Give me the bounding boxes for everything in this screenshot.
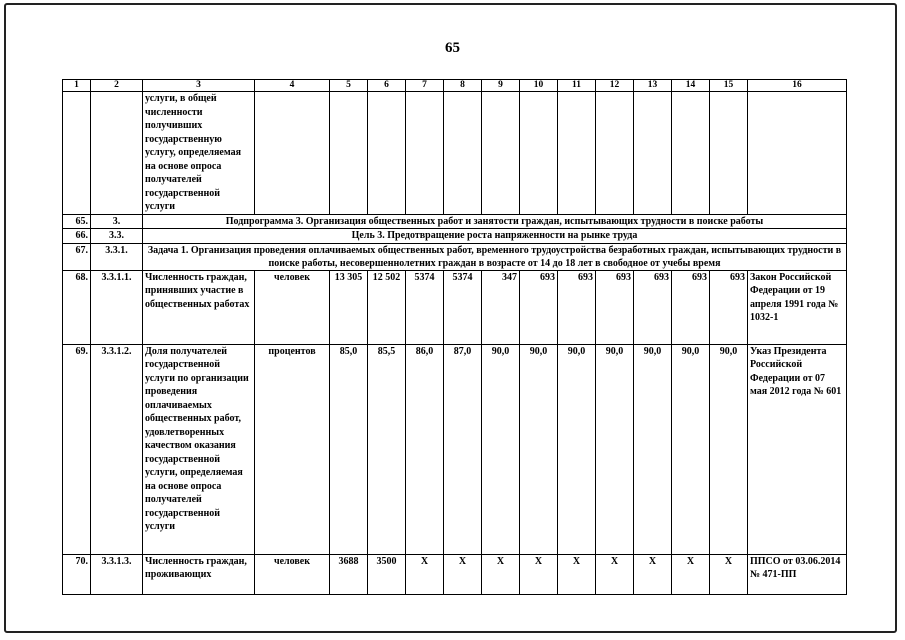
- task-title: Задача 1. Организация проведения оплачиваемых общественных работ, временного трудоустройства безработных граждан, испытывающих трудности в поиске работы, несовершеннолетних граждан в возрасте от 14 до 18 лет в свободное от учебы время: [143, 243, 847, 270]
- value-cell: X: [672, 554, 710, 594]
- value-cell: 3688: [330, 554, 368, 594]
- row-number: 68.: [63, 270, 91, 344]
- row-code: 3.3.1.1.: [91, 270, 143, 344]
- column-header: 5: [330, 80, 368, 92]
- column-header: 15: [710, 80, 748, 92]
- cell: [748, 92, 847, 215]
- cell: [444, 92, 482, 215]
- value-cell: 90,0: [710, 344, 748, 554]
- table-row: [63, 344, 847, 554]
- value-cell: 87,0: [444, 344, 482, 554]
- column-number-row: [63, 80, 847, 92]
- cell: [672, 92, 710, 215]
- value-cell: 3500: [368, 554, 406, 594]
- cell: [406, 92, 444, 215]
- value-cell: 693: [558, 270, 596, 344]
- value-cell: 90,0: [520, 344, 558, 554]
- value-cell: X: [520, 554, 558, 594]
- cell: [520, 92, 558, 215]
- column-header: 12: [596, 80, 634, 92]
- indicator-name: Численность граждан, принявших участие в общественных работах: [143, 270, 255, 344]
- value-cell: 86,0: [406, 344, 444, 554]
- value-cell: 90,0: [558, 344, 596, 554]
- unit: процентов: [255, 344, 330, 554]
- column-header: 7: [406, 80, 444, 92]
- value-cell: X: [596, 554, 634, 594]
- value-cell: X: [482, 554, 520, 594]
- value-cell: X: [710, 554, 748, 594]
- value-cell: 90,0: [482, 344, 520, 554]
- indicator-name: Численность граждан, проживающих: [143, 554, 255, 594]
- row-number: 66.: [63, 229, 91, 244]
- cell: [710, 92, 748, 215]
- continuation-row: [63, 92, 847, 215]
- cell: [255, 92, 330, 215]
- indicator-name: услуги, в общей численности получивших государственную услугу, определяемая на основе опроса получателей государственной услуги: [143, 92, 255, 215]
- column-header: 13: [634, 80, 672, 92]
- cell: [634, 92, 672, 215]
- section-row: [63, 229, 847, 244]
- unit: человек: [255, 554, 330, 594]
- unit: человек: [255, 270, 330, 344]
- row-number: 65.: [63, 214, 91, 229]
- column-header: 14: [672, 80, 710, 92]
- value-cell: 85,5: [368, 344, 406, 554]
- column-header: 9: [482, 80, 520, 92]
- column-header: 16: [748, 80, 847, 92]
- cell: [330, 92, 368, 215]
- row-code: 3.: [91, 214, 143, 229]
- row-number: 67.: [63, 243, 91, 270]
- column-header: 11: [558, 80, 596, 92]
- table-row: [63, 270, 847, 344]
- value-cell: 693: [634, 270, 672, 344]
- row-code: 3.3.1.3.: [91, 554, 143, 594]
- row-code: 3.3.: [91, 229, 143, 244]
- value-cell: 13 305: [330, 270, 368, 344]
- value-cell: 85,0: [330, 344, 368, 554]
- section-row: [63, 214, 847, 229]
- cell: [596, 92, 634, 215]
- cell: [63, 92, 91, 215]
- page-number: 65: [445, 40, 460, 56]
- cell: [368, 92, 406, 215]
- column-header: 4: [255, 80, 330, 92]
- cell: [482, 92, 520, 215]
- subprogram-title: Подпрограмма 3. Организация общественных работ и занятости граждан, испытывающих трудности в поиске работы: [143, 214, 847, 229]
- value-cell: 90,0: [596, 344, 634, 554]
- section-row: [63, 243, 847, 270]
- legal-basis: Указ Президента Российской Федерации от 07 мая 2012 года № 601: [748, 344, 847, 554]
- indicator-name: Доля получателей государственной услуги по организации проведения оплачиваемых общественных работ, удовлетворенных качеством оказания государственной услуги, определяемая на основе опроса получателей государственной услуги: [143, 344, 255, 554]
- column-header: 8: [444, 80, 482, 92]
- legal-basis: Закон Российской Федерации от 19 апреля 1991 года № 1032-1: [748, 270, 847, 344]
- value-cell: X: [558, 554, 596, 594]
- value-cell: 347: [482, 270, 520, 344]
- row-number: 70.: [63, 554, 91, 594]
- cell: [558, 92, 596, 215]
- value-cell: 12 502: [368, 270, 406, 344]
- value-cell: 5374: [444, 270, 482, 344]
- goal-title: Цель 3. Предотвращение роста напряженности на рынке труда: [143, 229, 847, 244]
- value-cell: X: [444, 554, 482, 594]
- value-cell: 693: [710, 270, 748, 344]
- column-header: 1: [63, 80, 91, 92]
- value-cell: X: [406, 554, 444, 594]
- value-cell: 90,0: [672, 344, 710, 554]
- row-code: 3.3.1.2.: [91, 344, 143, 554]
- value-cell: 693: [596, 270, 634, 344]
- column-header: 3: [143, 80, 255, 92]
- table-row: [63, 554, 847, 594]
- value-cell: X: [634, 554, 672, 594]
- row-code: 3.3.1.: [91, 243, 143, 270]
- row-number: 69.: [63, 344, 91, 554]
- value-cell: 693: [520, 270, 558, 344]
- legal-basis: ППСО от 03.06.2014 № 471-ПП: [748, 554, 847, 594]
- value-cell: 693: [672, 270, 710, 344]
- column-header: 2: [91, 80, 143, 92]
- value-cell: 90,0: [634, 344, 672, 554]
- value-cell: 5374: [406, 270, 444, 344]
- column-header: 6: [368, 80, 406, 92]
- indicators-table: [62, 79, 847, 595]
- column-header: 10: [520, 80, 558, 92]
- cell: [91, 92, 143, 215]
